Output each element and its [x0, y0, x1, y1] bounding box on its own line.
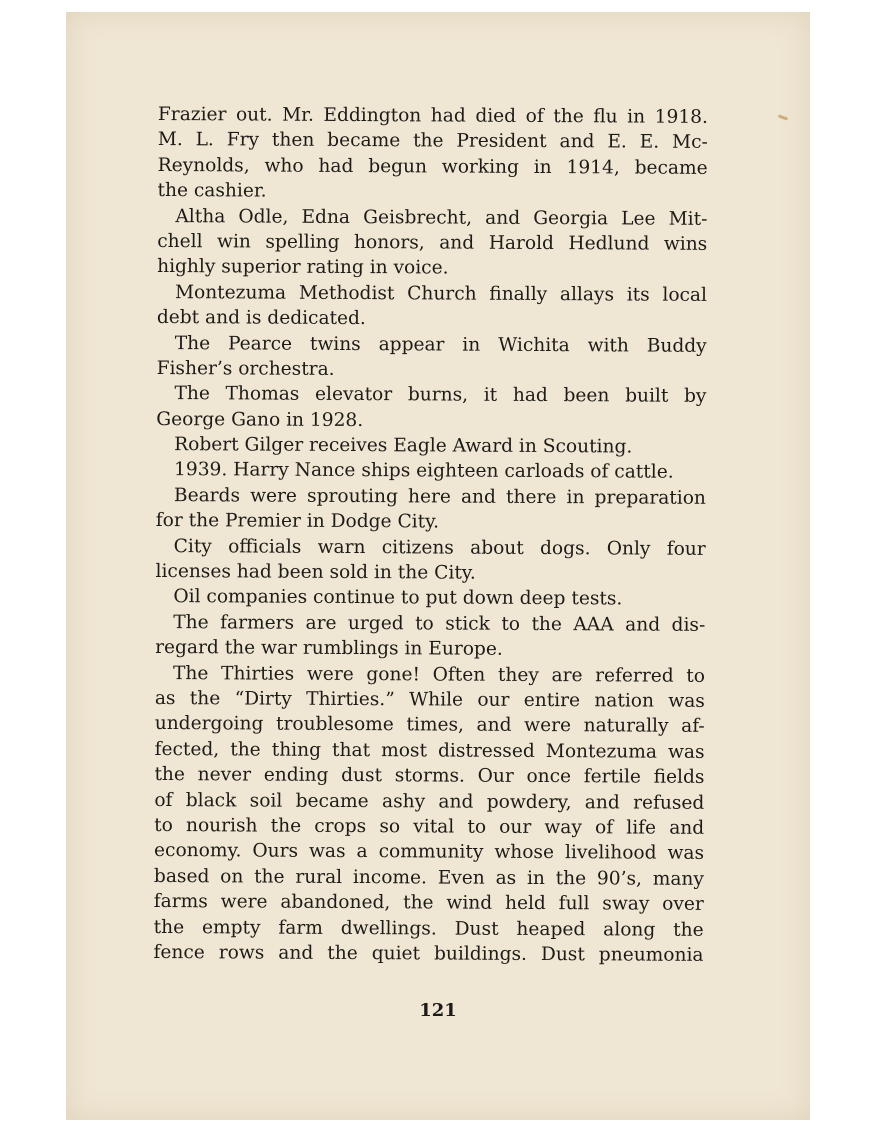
text-line: 1939. Harry Nance ships eighteen carloads of cattle. [174, 459, 674, 484]
text-line: The Pearce twins appear in Wichita with Buddy [174, 332, 707, 357]
text-line: Altha Odle, Edna Geisbrecht, and Georgia Lee Mit- [175, 205, 708, 230]
text-line: The Thirties were gone! Often they are referred to [172, 662, 706, 687]
text-line: Beards were sprouting here and there in preparation [173, 484, 706, 509]
text-line: the cashier. [157, 180, 267, 202]
text-line: Reynolds, who had begun working in 1914, became [157, 154, 708, 179]
text-line: George Gano in 1928. [156, 408, 364, 431]
text-line: the empty farm dwellings. Dust heaped along the [153, 916, 704, 941]
text-line: farms were abandoned, the wind held full sway over [153, 891, 704, 915]
text-line: Oil companies continue to put down deep tests. [173, 586, 623, 610]
text-line: fected, the thing that most distressed Montezuma was [154, 738, 705, 763]
text-line: for the Premier in Dodge City. [155, 510, 440, 533]
text-line: Frazier out. Mr. Eddington had died of the flu in 1918. [157, 103, 708, 128]
text-line: licenses had been sold in the City. [155, 561, 476, 584]
text-line: Montezuma Methodist Church finally allays its local [174, 281, 708, 306]
text-line: Fisher’s orchestra. [156, 357, 335, 380]
text-line: debt and is dedicated. [156, 307, 366, 330]
text-line: fence rows and the quiet buildings. Dust pneumonia [153, 941, 704, 966]
text-line: M. L. Fry then became the President and E. E. Mc- [157, 129, 708, 154]
text-line: the never ending dust storms. Our once fertile fields [154, 764, 705, 789]
text-line: The farmers are urged to stick to the AAA and dis- [173, 611, 706, 636]
text-line: The Thomas elevator burns, it had been built by [174, 383, 707, 408]
text-line: undergoing troublesome times, and were naturally af- [154, 713, 705, 738]
text-line: Robert Gilger receives Eagle Award in Scouting. [174, 434, 633, 458]
text-line: to nourish the crops so vital to our way of life and [154, 814, 705, 839]
text-line: of black soil became ashy and powdery, and refused [154, 789, 705, 814]
text-line: based on the rural income. Even as in the 90’s, many [153, 865, 704, 890]
text-line: as the “Dirty Thirties.” While our entire nation was [154, 687, 705, 712]
page-number: 121 [419, 1000, 457, 1021]
text-line: economy. Ours was a community whose livelihood was [154, 840, 705, 865]
text-line: chell win spelling honors, and Harold Hedlund wins [157, 230, 708, 255]
text-line: highly superior rating in voice. [157, 256, 449, 279]
text-line: regard the war rumblings in Europe. [155, 637, 503, 661]
text-line: City officials warn citizens about dogs. Only four [173, 535, 706, 560]
page-body-text [153, 102, 708, 968]
